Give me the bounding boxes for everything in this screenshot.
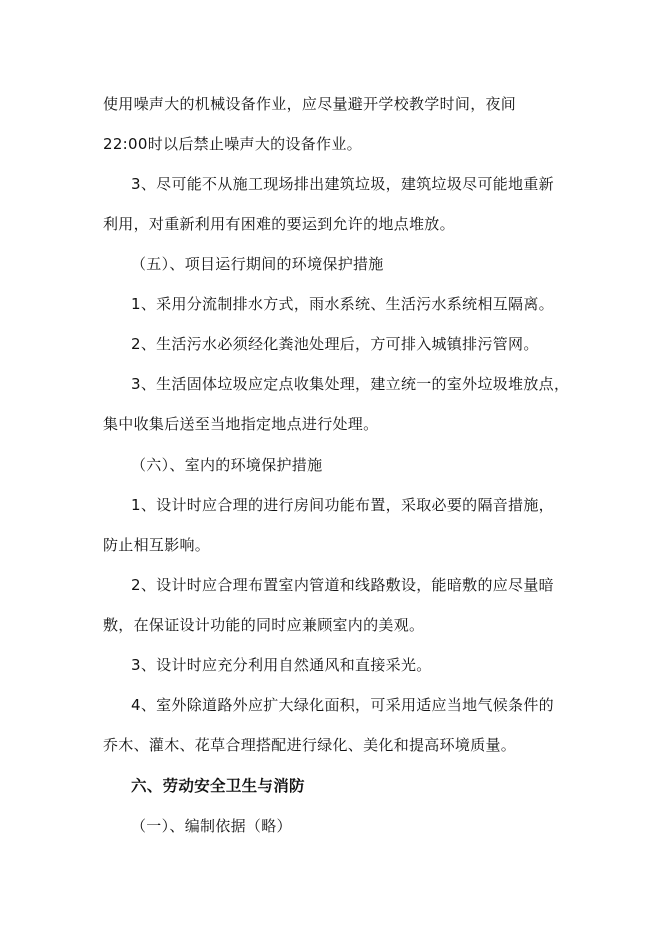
section-subheading: （五）、项目运行期间的环境保护措施 [131,255,384,273]
paragraph-line: 4、室外除道路外应扩大绿化面积，可采用适应当地气候条件的 [131,696,554,714]
paragraph-line: 乔木、灌木、花草合理搭配进行绿化、美化和提高环境质量。 [103,736,517,754]
paragraph-line: 2、生活污水必须经化粪池处理后，方可排入城镇排污管网。 [131,335,539,353]
paragraph-line: 2、设计时应合理布置室内管道和线路敷设，能暗敷的应尽量暗 [131,576,554,594]
paragraph-line: 3、尽可能不从施工现场排出建筑垃圾，建筑垃圾尽可能地重新 [131,175,554,193]
paragraph-line: 使用噪声大的机械设备作业，应尽量避开学校教学时间，夜间 [103,95,517,113]
paragraph-line: 集中收集后送至当地指定地点进行处理。 [103,415,379,433]
paragraph-line: 3、设计时应充分利用自然通风和直接采光。 [131,656,432,674]
paragraph-line: 1、设计时应合理的进行房间功能布置，采取必要的隔音措施， [131,496,554,514]
section-heading: 六、劳动安全卫生与消防 [131,777,305,795]
paragraph-line: 1、采用分流制排水方式，雨水系统、生活污水系统相互隔离。 [131,295,554,313]
paragraph-line: 利用，对重新利用有困难的要运到允许的地点堆放。 [103,215,455,233]
paragraph-line: 防止相互影响。 [103,536,211,554]
section-subheading: （六）、室内的环境保护措施 [131,456,323,474]
section-subheading: （一）、编制依据（略） [131,817,292,835]
paragraph-line: 敷，在保证设计功能的同时应兼顾室内的美观。 [103,616,425,634]
paragraph-line: 22:00时以后禁止噪声大的设备作业。 [103,135,362,153]
paragraph-line: 3、生活固体垃圾应定点收集处理，建立统一的室外垃圾堆放点， [131,375,570,393]
